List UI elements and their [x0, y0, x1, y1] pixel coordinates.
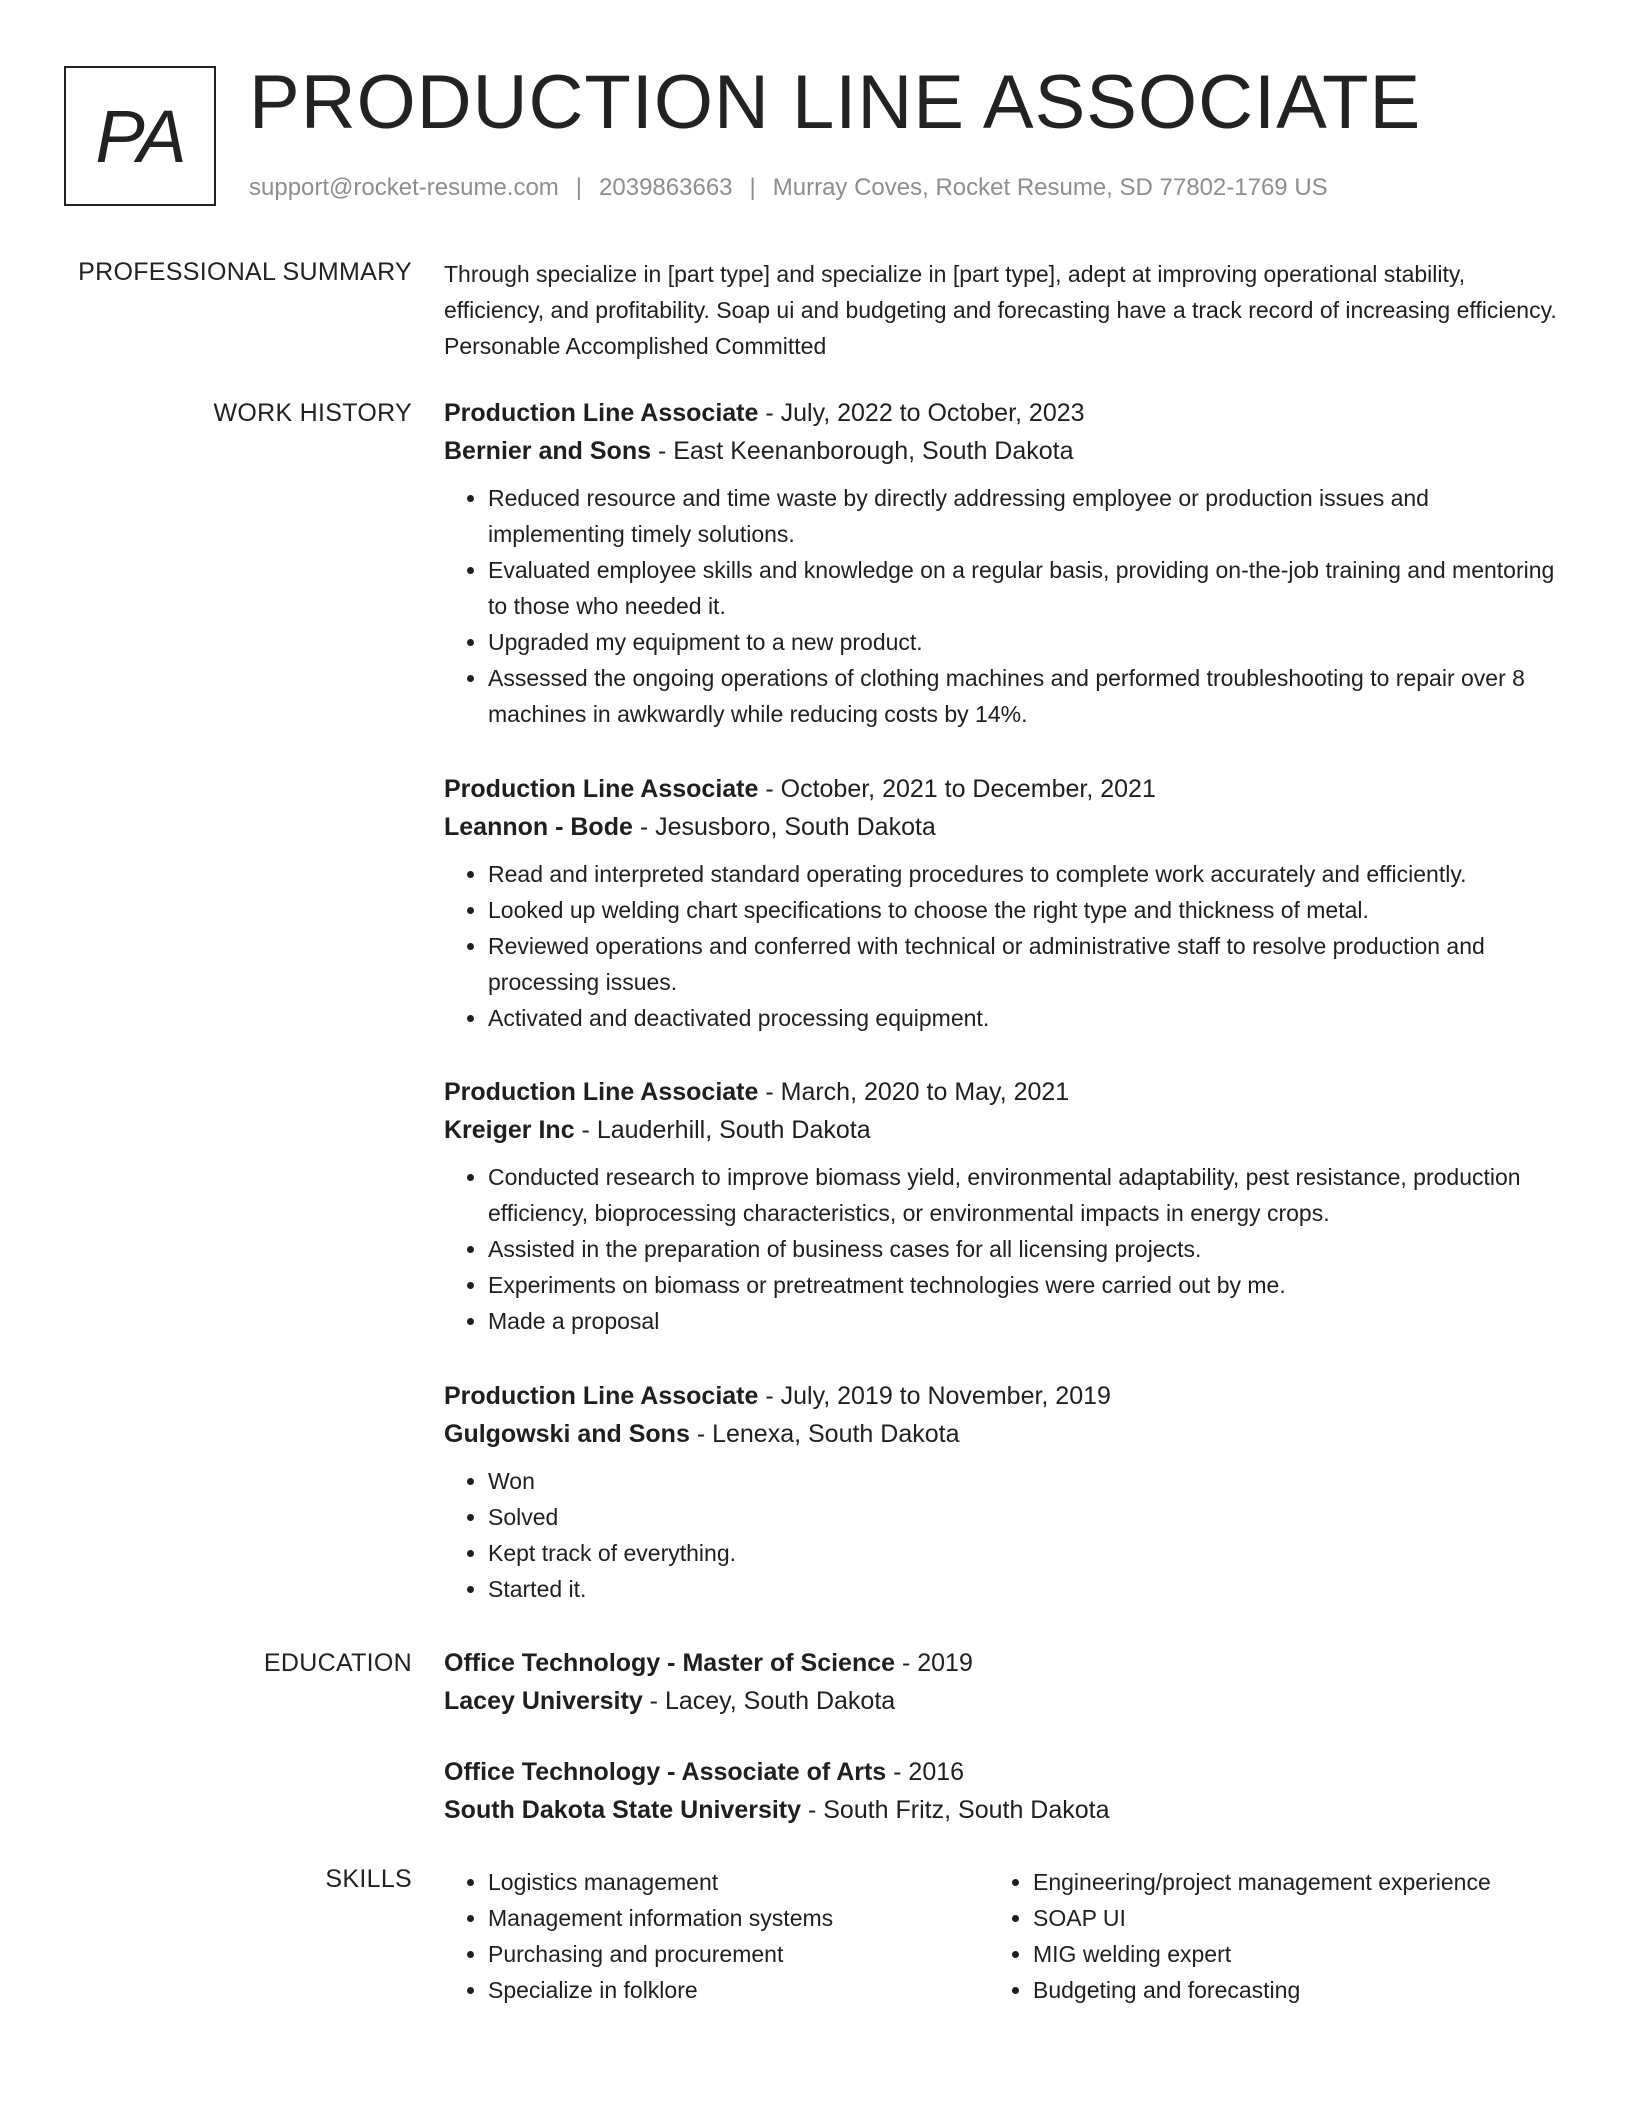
list-item: • Purchasing and procurement: [488, 1936, 984, 1972]
list-item: • Conducted research to improve biomass yield, environmental adaptability, pest resistance, production efficiency, bioprocessing characteristics, or environmental impacts in energy crops.: [488, 1159, 1564, 1231]
job-title: Production Line Associate: [444, 399, 759, 427]
school-name: South Dakota State University: [444, 1796, 802, 1824]
job-title-line: Production Line Associate - July, 2022 to October, 2023: [444, 399, 1085, 427]
job-location: Lenexa, South Dakota: [712, 1420, 960, 1448]
degree-year: 2019: [917, 1649, 973, 1677]
list-item: • Made a proposal: [488, 1303, 1564, 1339]
job-bullet-list: [444, 480, 1564, 732]
job-title-line: Production Line Associate - July, 2019 to November, 2019: [444, 1382, 1111, 1410]
list-item: • Upgraded my equipment to a new product.: [488, 624, 1564, 660]
section-label-education: EDUCATION: [263, 1649, 412, 1677]
job-bullet-list: [444, 856, 1564, 1036]
list-item: • Won: [488, 1463, 1564, 1499]
contact-phone[interactable]: 2039863663: [599, 174, 733, 201]
job-company-line: Leannon - Bode - Jesusboro, South Dakota: [444, 813, 936, 841]
job-dates: October, 2021 to December, 2021: [780, 775, 1156, 803]
job-bullet-list: [444, 1463, 1564, 1607]
list-item: • Kept track of everything.: [488, 1535, 1564, 1571]
contact-address: Murray Coves, Rocket Resume, SD 77802-1769 US: [772, 174, 1328, 201]
list-item: • Evaluated employee skills and knowledge on a regular basis, providing on-the-job training and mentoring to those who needed it.: [488, 552, 1564, 624]
section-label-work-history: WORK HISTORY: [213, 399, 412, 427]
job-title: Production Line Associate: [444, 775, 759, 803]
list-item: • Assisted in the preparation of business cases for all licensing projects.: [488, 1231, 1564, 1267]
school-line: Lacey University - Lacey, South Dakota: [444, 1687, 896, 1715]
job-title-line: Production Line Associate - March, 2020 to May, 2021: [444, 1078, 1070, 1106]
monogram-logo: PA: [64, 66, 216, 206]
job-location: East Keenanborough, South Dakota: [673, 437, 1074, 465]
list-item: • MIG welding expert: [1033, 1936, 1589, 1972]
skills-list: [989, 1864, 1589, 2008]
education-entry: [444, 1644, 1564, 1720]
job-bullet-list: [444, 1159, 1564, 1339]
job-dates: July, 2022 to October, 2023: [780, 399, 1085, 427]
job-company-line: Kreiger Inc - Lauderhill, South Dakota: [444, 1116, 871, 1144]
contact-separator: |: [749, 174, 756, 201]
school-name: Lacey University: [444, 1687, 643, 1715]
job-company: Gulgowski and Sons: [444, 1420, 690, 1448]
summary-text: Through specialize in [part type] and specialize in [part type], adept at improving operational stability, efficiency, and profitability. Soap ui and budgeting and forecasting have a track record of increasing efficiency. Personable Accomplished Committed: [444, 261, 1557, 359]
job-title: Production Line Associate: [444, 1078, 759, 1106]
job-company: Kreiger Inc: [444, 1116, 575, 1144]
section-label-skills: SKILLS: [325, 1865, 412, 1893]
degree-year: 2016: [908, 1758, 965, 1786]
skills-column-left: [444, 1864, 984, 2008]
list-item: • Logistics management: [488, 1864, 984, 1900]
skills-list: [444, 1864, 984, 2008]
degree-line: Office Technology - Master of Science - 2019: [444, 1649, 973, 1677]
job-company: Bernier and Sons: [444, 437, 651, 465]
degree-line: Office Technology - Associate of Arts - 2016: [444, 1758, 965, 1786]
job-company: Leannon - Bode: [444, 813, 633, 841]
list-item: • Looked up welding chart specifications to choose the right type and thickness of metal.: [488, 892, 1564, 928]
list-item: • SOAP UI: [1033, 1900, 1589, 1936]
section-label-summary: PROFESSIONAL SUMMARY: [78, 258, 412, 286]
list-item: • Experiments on biomass or pretreatment technologies were carried out by me.: [488, 1267, 1564, 1303]
list-item: • Budgeting and forecasting: [1033, 1972, 1589, 2008]
education-entry: [444, 1753, 1564, 1829]
degree-name: Office Technology - Associate of Arts: [444, 1758, 887, 1786]
job-company-line: Bernier and Sons - East Keenanborough, South Dakota: [444, 437, 1074, 465]
list-item: • Specialize in folklore: [488, 1972, 984, 2008]
job-company-line: Gulgowski and Sons - Lenexa, South Dakota: [444, 1420, 960, 1448]
job-entry: [444, 394, 1564, 732]
school-location: South Fritz, South Dakota: [823, 1796, 1110, 1824]
job-dates: March, 2020 to May, 2021: [780, 1078, 1070, 1106]
job-title: Production Line Associate: [444, 1382, 759, 1410]
contact-line: [249, 174, 1328, 202]
page-title: PRODUCTION LINE ASSOCIATE: [249, 60, 1422, 145]
skills-column-right: [989, 1864, 1589, 2008]
list-item: • Reviewed operations and conferred with technical or administrative staff to resolve production and processing issues.: [488, 928, 1564, 1000]
contact-separator: |: [575, 174, 583, 201]
list-item: • Management information systems: [488, 1900, 984, 1936]
list-item: • Engineering/project management experience: [1033, 1864, 1589, 1900]
list-item: • Assessed the ongoing operations of clothing machines and performed troubleshooting to repair over 8 machines in awkwardly while reducing costs by 14%.: [488, 660, 1564, 732]
list-item: • Started it.: [488, 1571, 1564, 1607]
school-location: Lacey, South Dakota: [664, 1687, 896, 1715]
job-location: Jesusboro, South Dakota: [655, 813, 936, 841]
job-dates: July, 2019 to November, 2019: [780, 1382, 1111, 1410]
job-location: Lauderhill, South Dakota: [596, 1116, 871, 1144]
list-item: • Read and interpreted standard operating procedures to complete work accurately and efficiently.: [488, 856, 1564, 892]
list-item: • Reduced resource and time waste by directly addressing employee or production issues and implementing timely solutions.: [488, 480, 1564, 552]
list-item: • Activated and deactivated processing equipment.: [488, 1000, 1564, 1036]
degree-name: Office Technology - Master of Science: [444, 1649, 896, 1677]
job-entry: [444, 1377, 1564, 1607]
job-entry: [444, 1073, 1564, 1339]
job-title-line: Production Line Associate - October, 2021 to December, 2021: [444, 775, 1156, 803]
job-entry: [444, 770, 1564, 1036]
list-item: • Solved: [488, 1499, 1564, 1535]
school-line: South Dakota State University - South Fritz, South Dakota: [444, 1796, 1110, 1824]
contact-email[interactable]: support@rocket-resume.com: [249, 174, 559, 201]
